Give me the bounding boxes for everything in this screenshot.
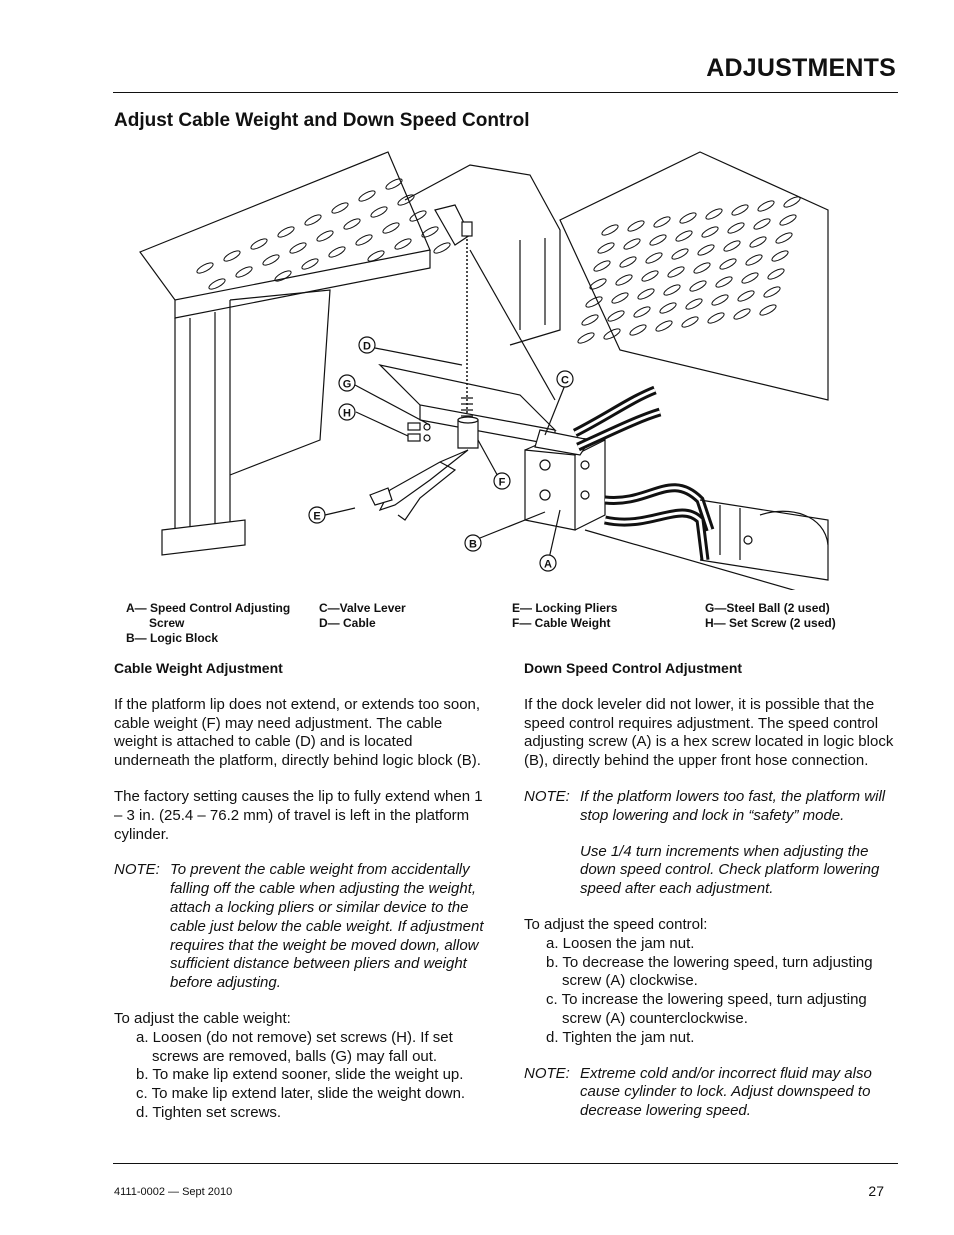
legend-column-4 <box>705 601 836 631</box>
down-speed-note-1-cont: Use 1/4 turn increments when adjusting the down speed control. Check platform lowering speed after each adjustment. <box>580 842 880 898</box>
step-item: b. To make lip extend sooner, slide the weight up. <box>136 1066 464 1084</box>
legend-column-1 <box>126 601 290 646</box>
tread-diamond <box>581 313 600 327</box>
step-item: d. Tighten set screws. <box>136 1103 282 1121</box>
down-speed-heading: Down Speed Control Adjustment <box>524 660 743 676</box>
legend-item-a-cont: Screw <box>149 616 185 630</box>
tread-diamond <box>433 241 452 255</box>
legend-item-d: D— Cable <box>319 616 376 630</box>
legend-item-a: A— Speed Control Adjusting <box>126 601 291 615</box>
cable-weight-para-2: The factory setting causes the lip to fully extend when 1 – 3 in. (25.4 – 76.2 mm) of travel is left in the platform cylinder. <box>114 787 483 843</box>
cable-weight-section <box>114 659 489 1123</box>
header-rule <box>113 92 898 93</box>
step-item: b. To decrease the lowering speed, turn adjusting screw (A) clockwise. <box>546 953 873 990</box>
page-title: Adjust Cable Weight and Down Speed Control <box>114 110 530 131</box>
callout-g <box>339 375 355 391</box>
callout-f-letter: F <box>498 476 506 489</box>
callout-h <box>339 404 355 420</box>
callout-b <box>465 535 481 551</box>
down-speed-steps-intro: To adjust the speed control: <box>524 915 708 933</box>
callout-h-letter: H <box>343 407 351 420</box>
step-item: d. Tighten the jam nut. <box>546 1028 695 1046</box>
cable-weight-heading: Cable Weight Adjustment <box>114 660 283 676</box>
note-text: If the platform lowers too fast, the platform will stop lowering and lock in “safety” mode. <box>580 787 886 824</box>
legend-column-2 <box>319 601 406 631</box>
note-label: NOTE: <box>524 1064 570 1082</box>
callout-d <box>359 337 375 353</box>
legend-item-g: G—Steel Ball (2 used) <box>705 601 830 615</box>
legend-item-e: E— Locking Pliers <box>512 601 618 615</box>
callout-c-letter: C <box>561 374 569 387</box>
down-speed-section <box>524 659 899 1138</box>
legend-item-c: C—Valve Lever <box>319 601 406 615</box>
callout-c <box>557 371 573 387</box>
down-speed-steps <box>524 935 899 1048</box>
step-item: c. To increase the lowering speed, turn adjusting screw (A) counterclockwise. <box>546 991 867 1027</box>
section-title: ADJUSTMENTS <box>706 54 896 82</box>
step-item: c. To make lip extend later, slide the weight down. <box>136 1085 466 1103</box>
cable-weight-note <box>114 861 489 993</box>
note-text: Extreme cold and/or incorrect fluid may also cause cylinder to lock. Adjust downspeed to decrease lowering speed. <box>580 1064 872 1120</box>
locking-pliers <box>370 450 468 520</box>
callout-e <box>309 507 325 523</box>
note-label: NOTE: <box>524 787 570 805</box>
legend-item-b: B— Logic Block <box>126 631 219 645</box>
tread-diamond <box>577 331 596 345</box>
callout-g-letter: G <box>342 378 352 391</box>
callout-a <box>540 555 556 571</box>
footer-rule <box>113 1163 898 1164</box>
callout-e-letter: E <box>313 510 321 523</box>
note-label: NOTE: <box>114 861 160 879</box>
step-item: a. Loosen (do not remove) set screws (H). If set screws are removed, balls (G) may fall out. <box>136 1028 453 1065</box>
dock-leveler-illustration <box>120 150 830 590</box>
cable-weight-para-1: If the platform lip does not extend, or extends too soon, cable weight (F) may need adjustment. The cable weight is attached to cable (D) and is located underneath the platform, directly behind logic block (B). <box>114 695 481 770</box>
callout-a-letter: A <box>544 558 552 571</box>
cable-weight-steps <box>114 1029 489 1123</box>
callout-d-letter: D <box>363 340 371 353</box>
hydraulic-hoses <box>575 390 710 560</box>
down-speed-note-2 <box>524 1065 899 1121</box>
callout-f <box>494 473 510 489</box>
down-speed-para-1: If the dock leveler did not lower, it is possible that the speed control requires adjustment. The speed control adjusting screw (A) is a hex screw located in logic block (B), directly behind the upper front hose connection. <box>524 695 894 770</box>
page-number: 27 <box>868 1183 884 1199</box>
document-id: 4111-0002 — Sept 2010 <box>114 1186 233 1198</box>
legend-item-h: H— Set Screw (2 used) <box>705 616 836 630</box>
callout-b-letter: B <box>469 538 477 551</box>
down-speed-note-1 <box>524 788 899 826</box>
legend-column-3 <box>512 601 617 631</box>
cable-weight-steps-intro: To adjust the cable weight: <box>114 1009 291 1027</box>
tread-diamond <box>421 225 440 239</box>
legend-item-f: F— Cable Weight <box>512 616 611 630</box>
step-item: a. Loosen the jam nut. <box>546 934 695 952</box>
tread-plate-right <box>560 152 828 400</box>
note-text: To prevent the cable weight from accidentally falling off the cable when adjusting the weight, attach a locking pliers or similar device to the cable just below the cable weight. If adjustment requires that the weight be moved down, allow sufficient distance between pliers and weight before adjusting. <box>170 861 484 992</box>
